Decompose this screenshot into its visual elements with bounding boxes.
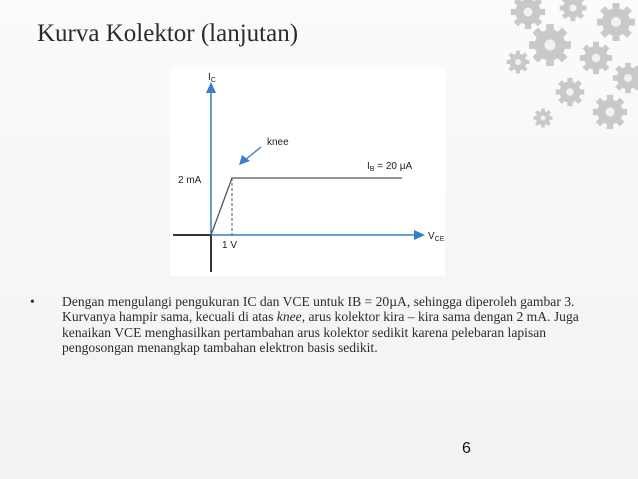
- bullet-dot: •: [30, 294, 35, 309]
- voltage-label: 1 V: [222, 240, 238, 251]
- bullet-text-part-2: , arus kolektor kira – kira sama dengan 2 mA. Juga kenaikan VCE menghasilkan pertambahan arus kolektor sedikit karena pelebaran lapisan pengosongan menangkap tambahan elektron basis sedikit.: [62, 309, 579, 356]
- gears-decoration-icon: [488, 0, 638, 140]
- bullet-text-italic: knee: [276, 309, 302, 325]
- bullet-paragraph: [30, 294, 610, 356]
- bullet-text-part-1: Dengan mengulangi pengukuran IC dan VCE untuk IB = 20µA, sehingga diperoleh gambar 3. Kurvanya hampir sama, kecuali di atas: [62, 294, 575, 325]
- page-number: 6: [462, 440, 471, 457]
- slide-title: Kurva Kolektor (lanjutan): [37, 20, 299, 47]
- knee-label: knee: [267, 137, 289, 148]
- x-axis-label: $V_{CE}$: [428, 231, 445, 243]
- y-axis-label: $I_C$: [208, 72, 216, 84]
- ib-curve: [211, 178, 402, 235]
- x-axis-arrow-icon: [414, 230, 425, 240]
- current-label: 2 mA: [178, 175, 202, 186]
- collector-curve-diagram: [170, 68, 445, 276]
- knee-pointer-line: [245, 147, 261, 160]
- collector-curve-figure: [170, 68, 445, 276]
- bullet-text: [62, 294, 610, 356]
- ib-label: $I_B = 20$ μA: [367, 161, 413, 173]
